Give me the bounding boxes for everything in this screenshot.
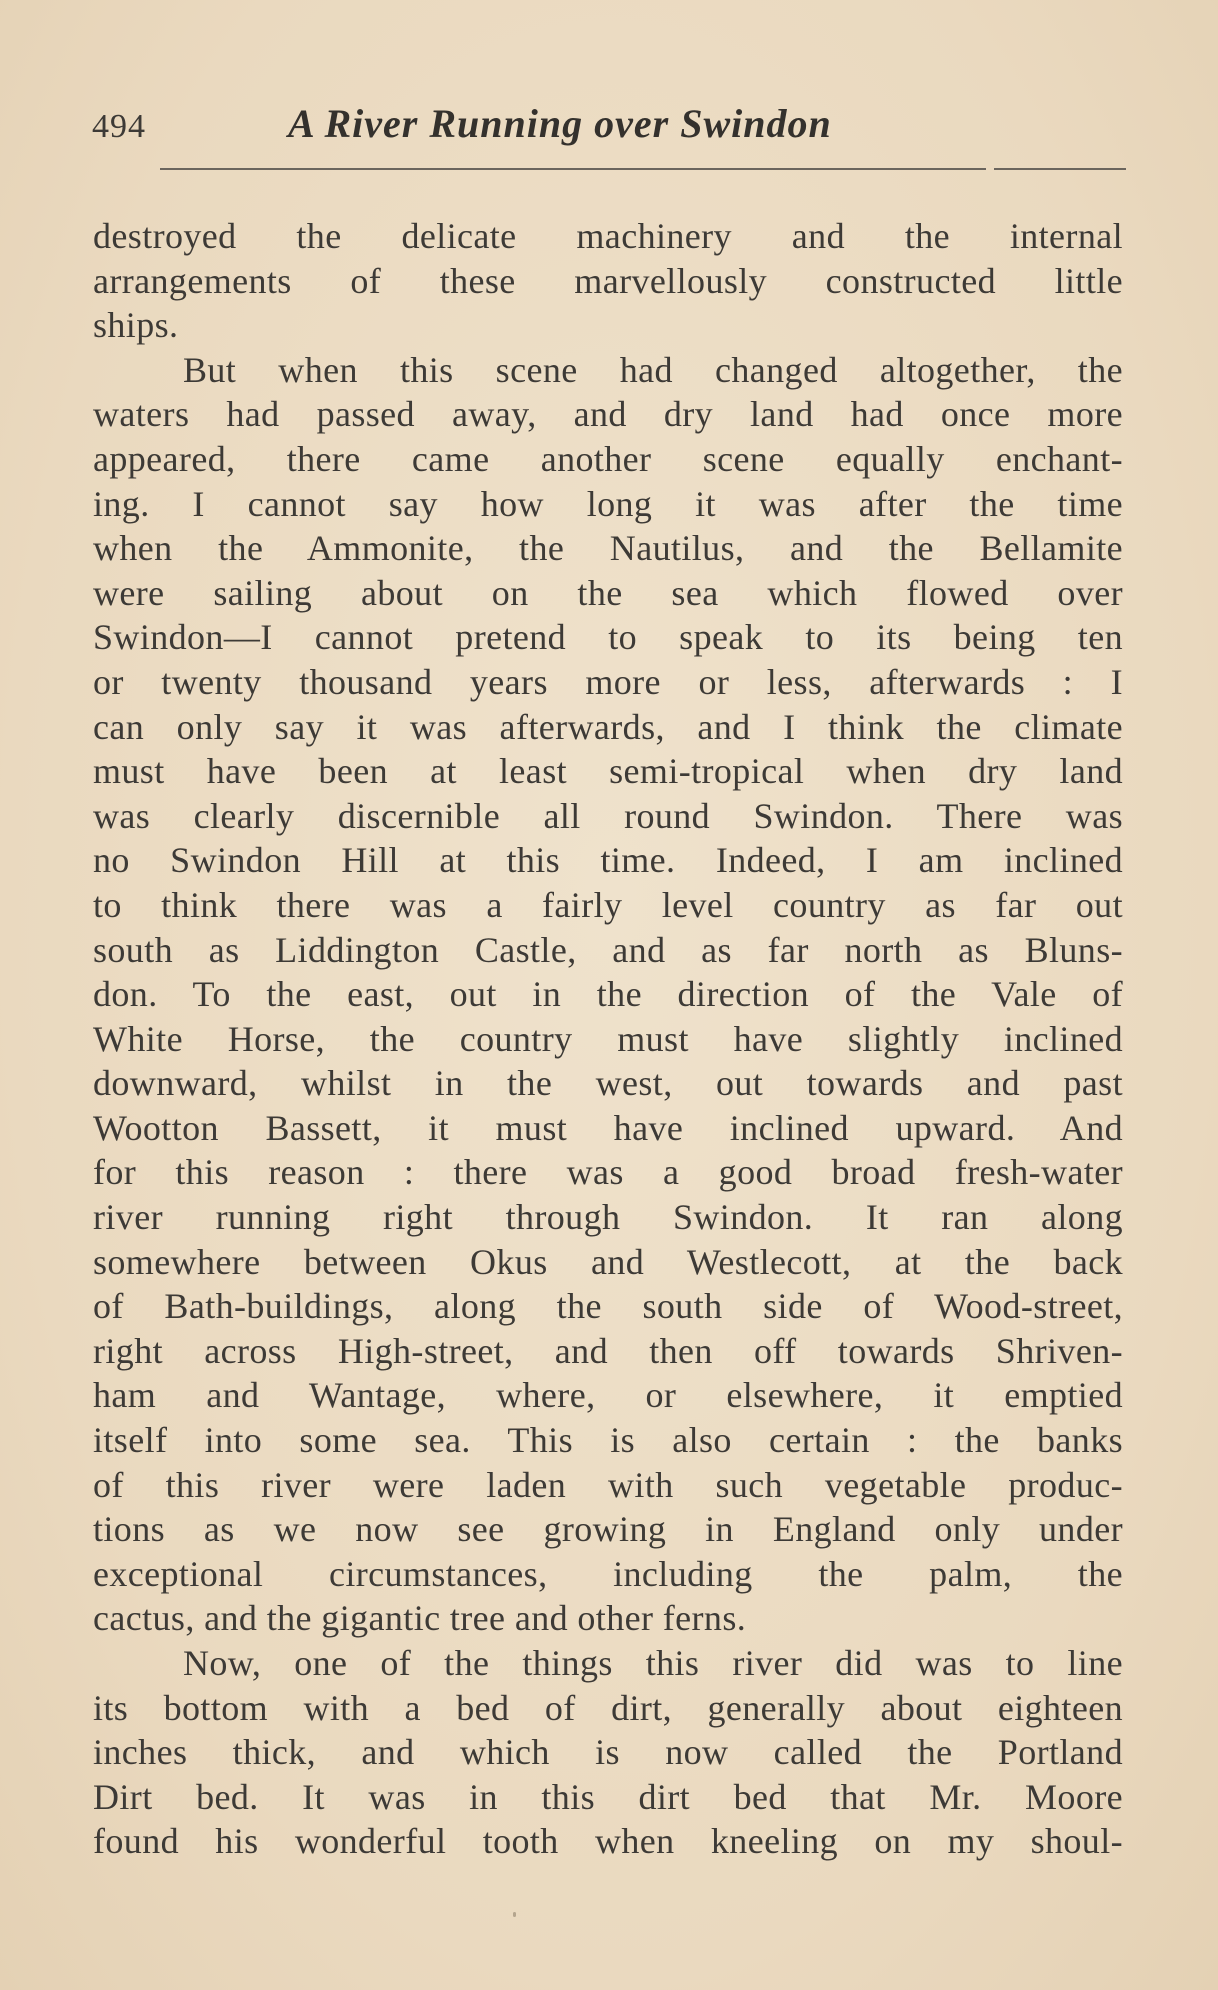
text-line: But when this scene had changed altogether, the <box>183 349 1123 390</box>
text-line: tions as we now see growing in England only under <box>93 1509 1123 1550</box>
text-line: must have been at least semi-tropical when dry land <box>93 751 1123 792</box>
text-line: south as Liddington Castle, and as far north as Bluns- <box>93 929 1123 970</box>
text-line: arrangements of these marvellously constructed little <box>93 260 1123 301</box>
text-line: Wootton Bassett, it must have inclined upward. And <box>93 1107 1123 1148</box>
text-line: White Horse, the country must have slightly inclined <box>93 1018 1123 1059</box>
text-line: inches thick, and which is now called the Portland <box>93 1732 1123 1773</box>
header-rule <box>160 168 1126 170</box>
text-line: to think there was a fairly level country as far out <box>93 884 1123 925</box>
text-line: no Swindon Hill at this time. Indeed, I am inclined <box>93 840 1123 881</box>
text-line: river running right through Swindon. It ran along <box>93 1197 1123 1238</box>
text-line: were sailing about on the sea which flowed over <box>93 572 1123 613</box>
text-line: Swindon—I cannot pretend to speak to its being ten <box>93 617 1123 658</box>
text-line: Dirt bed. It was in this dirt bed that Mr. Moore <box>93 1776 1123 1817</box>
text-line: can only say it was afterwards, and I think the climate <box>93 706 1123 747</box>
text-line: exceptional circumstances, including the palm, the <box>93 1553 1123 1594</box>
text-line: appeared, there came another scene equally enchant- <box>93 438 1123 479</box>
text-line: its bottom with a bed of dirt, generally about eighteen <box>93 1687 1123 1728</box>
text-line: don. To the east, out in the direction of the Vale of <box>93 974 1123 1015</box>
text-line: for this reason : there was a good broad fresh-water <box>93 1152 1123 1193</box>
body-text <box>93 214 1123 1864</box>
text-line: somewhere between Okus and Westlecott, at the back <box>93 1241 1123 1282</box>
header-rule-break <box>986 164 994 172</box>
text-line: of Bath-buildings, along the south side of Wood-street, <box>93 1286 1123 1327</box>
text-line: ing. I cannot say how long it was after the time <box>93 483 1123 524</box>
text-line: downward, whilst in the west, out towards and past <box>93 1063 1123 1104</box>
text-line: right across High-street, and then off towards Shriven- <box>93 1330 1123 1371</box>
text-line: itself into some sea. This is also certain : the banks <box>93 1420 1123 1461</box>
text-line: ham and Wantage, where, or elsewhere, it emptied <box>93 1375 1123 1416</box>
text-line: of this river were laden with such vegetable produc- <box>93 1464 1123 1505</box>
text-line: or twenty thousand years more or less, afterwards : I <box>93 661 1123 702</box>
text-line: ships. <box>93 305 179 346</box>
text-line: found his wonderful tooth when kneeling on my shoul- <box>93 1821 1123 1862</box>
page-number: 494 <box>92 108 146 145</box>
text-line: when the Ammonite, the Nautilus, and the Bellamite <box>93 528 1123 569</box>
text-line: waters had passed away, and dry land had once more <box>93 394 1123 435</box>
paper-speck <box>513 1912 516 1917</box>
text-line: Now, one of the things this river did was to line <box>183 1643 1123 1683</box>
running-head <box>92 100 1126 160</box>
text-line: cactus, and the gigantic tree and other ferns. <box>93 1598 747 1639</box>
text-line: was clearly discernible all round Swindon. There was <box>93 795 1123 836</box>
text-line: destroyed the delicate machinery and the internal <box>93 216 1123 256</box>
running-title: A River Running over Swindon <box>288 101 832 146</box>
